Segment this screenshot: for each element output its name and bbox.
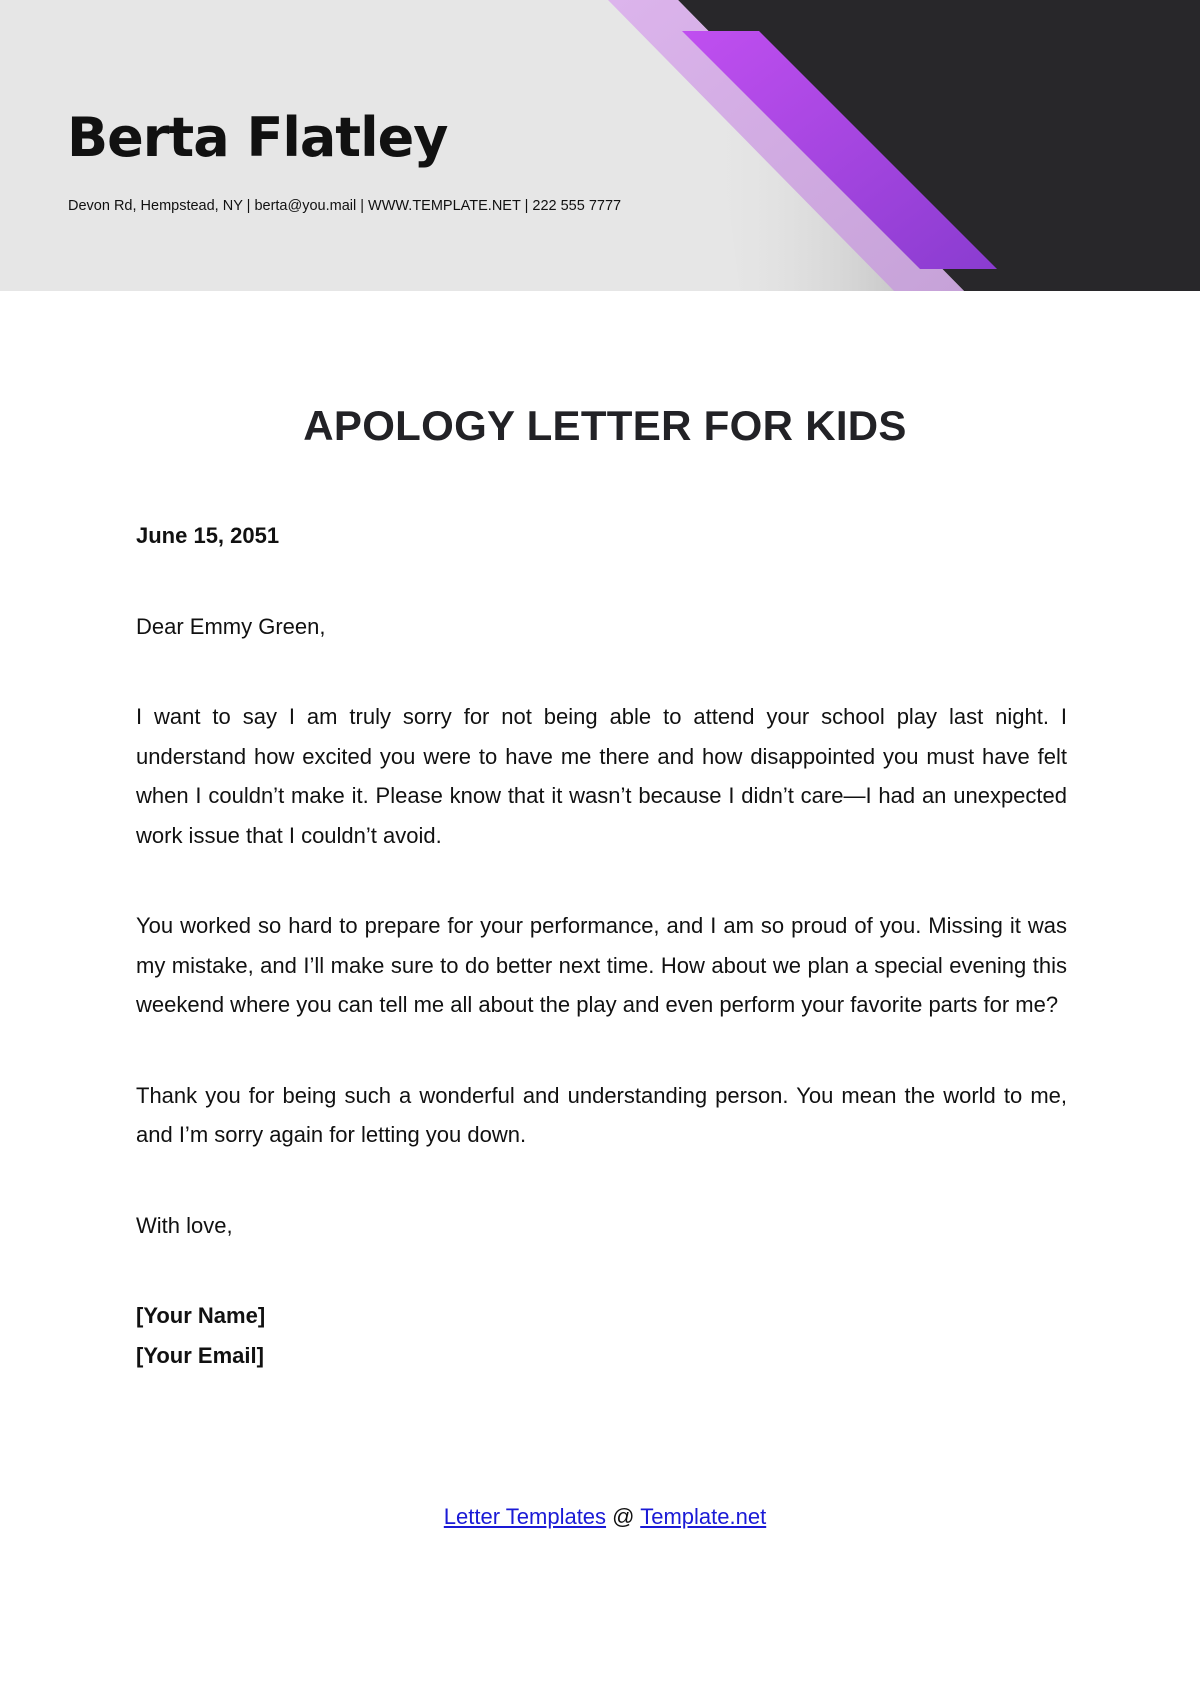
letter-body <box>136 516 1067 1375</box>
letterhead <box>0 0 1200 291</box>
body-paragraph-2: You worked so hard to prepare for your performance, and I am so proud of you. Missing it was my mistake, and I’ll make sure to do better next time. How about we plan a special evening this weekend where you can tell me all about the play and even perform your favorite parts for me? <box>136 913 1067 1017</box>
sender-name: Berta Flatley <box>67 106 448 169</box>
salutation: Dear Emmy Green, <box>136 613 326 639</box>
template-net-link[interactable]: Template.net <box>640 1504 767 1529</box>
document-title: APOLOGY LETTER FOR KIDS <box>303 402 907 449</box>
signature-name: [Your Name] <box>136 1303 266 1328</box>
letter-date: June 15, 2051 <box>136 523 280 548</box>
footer-separator: @ <box>612 1504 641 1529</box>
body-paragraph-1: I want to say I am truly sorry for not being able to attend your school play last night. I understand how excited you were to have me there and how disappointed you must have felt when I couldn’t make it. Please know that it wasn’t because I didn’t care—I had an unexpected work issue that I couldn’t avoid. <box>136 704 1067 848</box>
body-paragraph-3: Thank you for being such a wonderful and understanding person. You mean the world to me, and I’m sorry again for letting you down. <box>136 1082 1067 1147</box>
signature-email: [Your Email] <box>136 1342 264 1368</box>
sender-contact-info: Devon Rd, Hempstead, NY | berta@you.mail | WWW.TEMPLATE.NET | 222 555 7777 <box>68 198 622 214</box>
letter-templates-link[interactable]: Letter Templates <box>443 1504 607 1529</box>
footer <box>0 1504 1200 1530</box>
closing: With love, <box>136 1212 233 1238</box>
